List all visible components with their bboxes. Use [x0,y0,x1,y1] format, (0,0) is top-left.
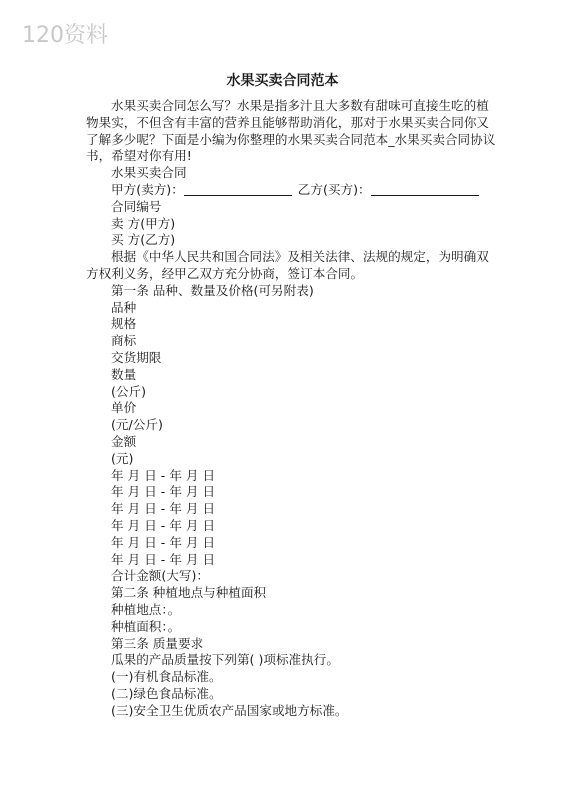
field-item: (元/公斤) [111,417,163,433]
field-item: 单价 [111,400,137,416]
party-b-label: 乙方(买方)： [297,181,371,197]
field-item: 品种 [111,299,137,315]
article-3-heading: 第三条 质量要求 [111,635,204,651]
standard-item: (三)安全卫生优质农产品国家或地方标准。 [111,702,348,718]
buyer-line: 买 方(乙方) [111,232,176,248]
quality-intro: 瓜果的产品质量按下列第( )项标准执行。 [111,652,339,668]
date-range-row: 年 月 日 - 年 月 日 [111,551,216,567]
total-amount: 合计金额(大写)： [111,568,209,584]
document-body [86,98,496,719]
field-item: 商标 [111,333,137,349]
watermark: 120资料 [22,23,108,48]
document-title: 水果买卖合同范本 [226,73,339,89]
seller-line: 卖 方(甲方) [111,215,176,231]
contract-title: 水果买卖合同 [111,165,187,181]
field-item: (公斤) [111,383,147,399]
contract-number: 合同编号 [111,198,162,214]
intro-paragraph: 水果买卖合同怎么写？水果是指多汁且大多数有甜味可直接生吃的植物果实，不但含有丰富的营养且能够帮助消化，那对于水果买卖合同你又了解多少呢？下面是小编为你整理的水果买卖合同范本_水果买卖合同协议书，希望对你有用! [86,98,496,164]
article-1-heading: 第一条 品种、数量及价格(可另附表) [111,282,314,298]
article-2-heading: 第二条 种植地点与种植面积 [111,585,267,601]
field-item: 交货期限 [111,349,162,365]
party-b-blank [371,183,479,196]
field-item: 规格 [111,316,137,332]
date-range-row: 年 月 日 - 年 月 日 [111,501,216,517]
planting-location: 种植地点：。 [111,601,181,617]
planting-area: 种植面积：。 [111,618,181,634]
date-range-row: 年 月 日 - 年 月 日 [111,467,216,483]
standard-item: (二)绿色食品标准。 [111,685,222,701]
date-range-row: 年 月 日 - 年 月 日 [111,534,216,550]
basis-paragraph: 根据《中华人民共和国合同法》及相关法律、法规的规定，为明确双方权利义务，经甲乙双方充分协商，签订本合同。 [86,249,489,281]
field-item: 数量 [111,366,137,382]
party-a-blank [184,183,292,196]
parties-line [86,182,496,199]
party-a-label: 甲方(卖方)： [111,181,184,197]
date-range-row: 年 月 日 - 年 月 日 [111,517,216,533]
field-item: 金额 [111,433,137,449]
standard-item: (一)有机食品标准。 [111,669,222,685]
date-range-row: 年 月 日 - 年 月 日 [111,484,216,500]
field-item: (元) [111,450,134,466]
